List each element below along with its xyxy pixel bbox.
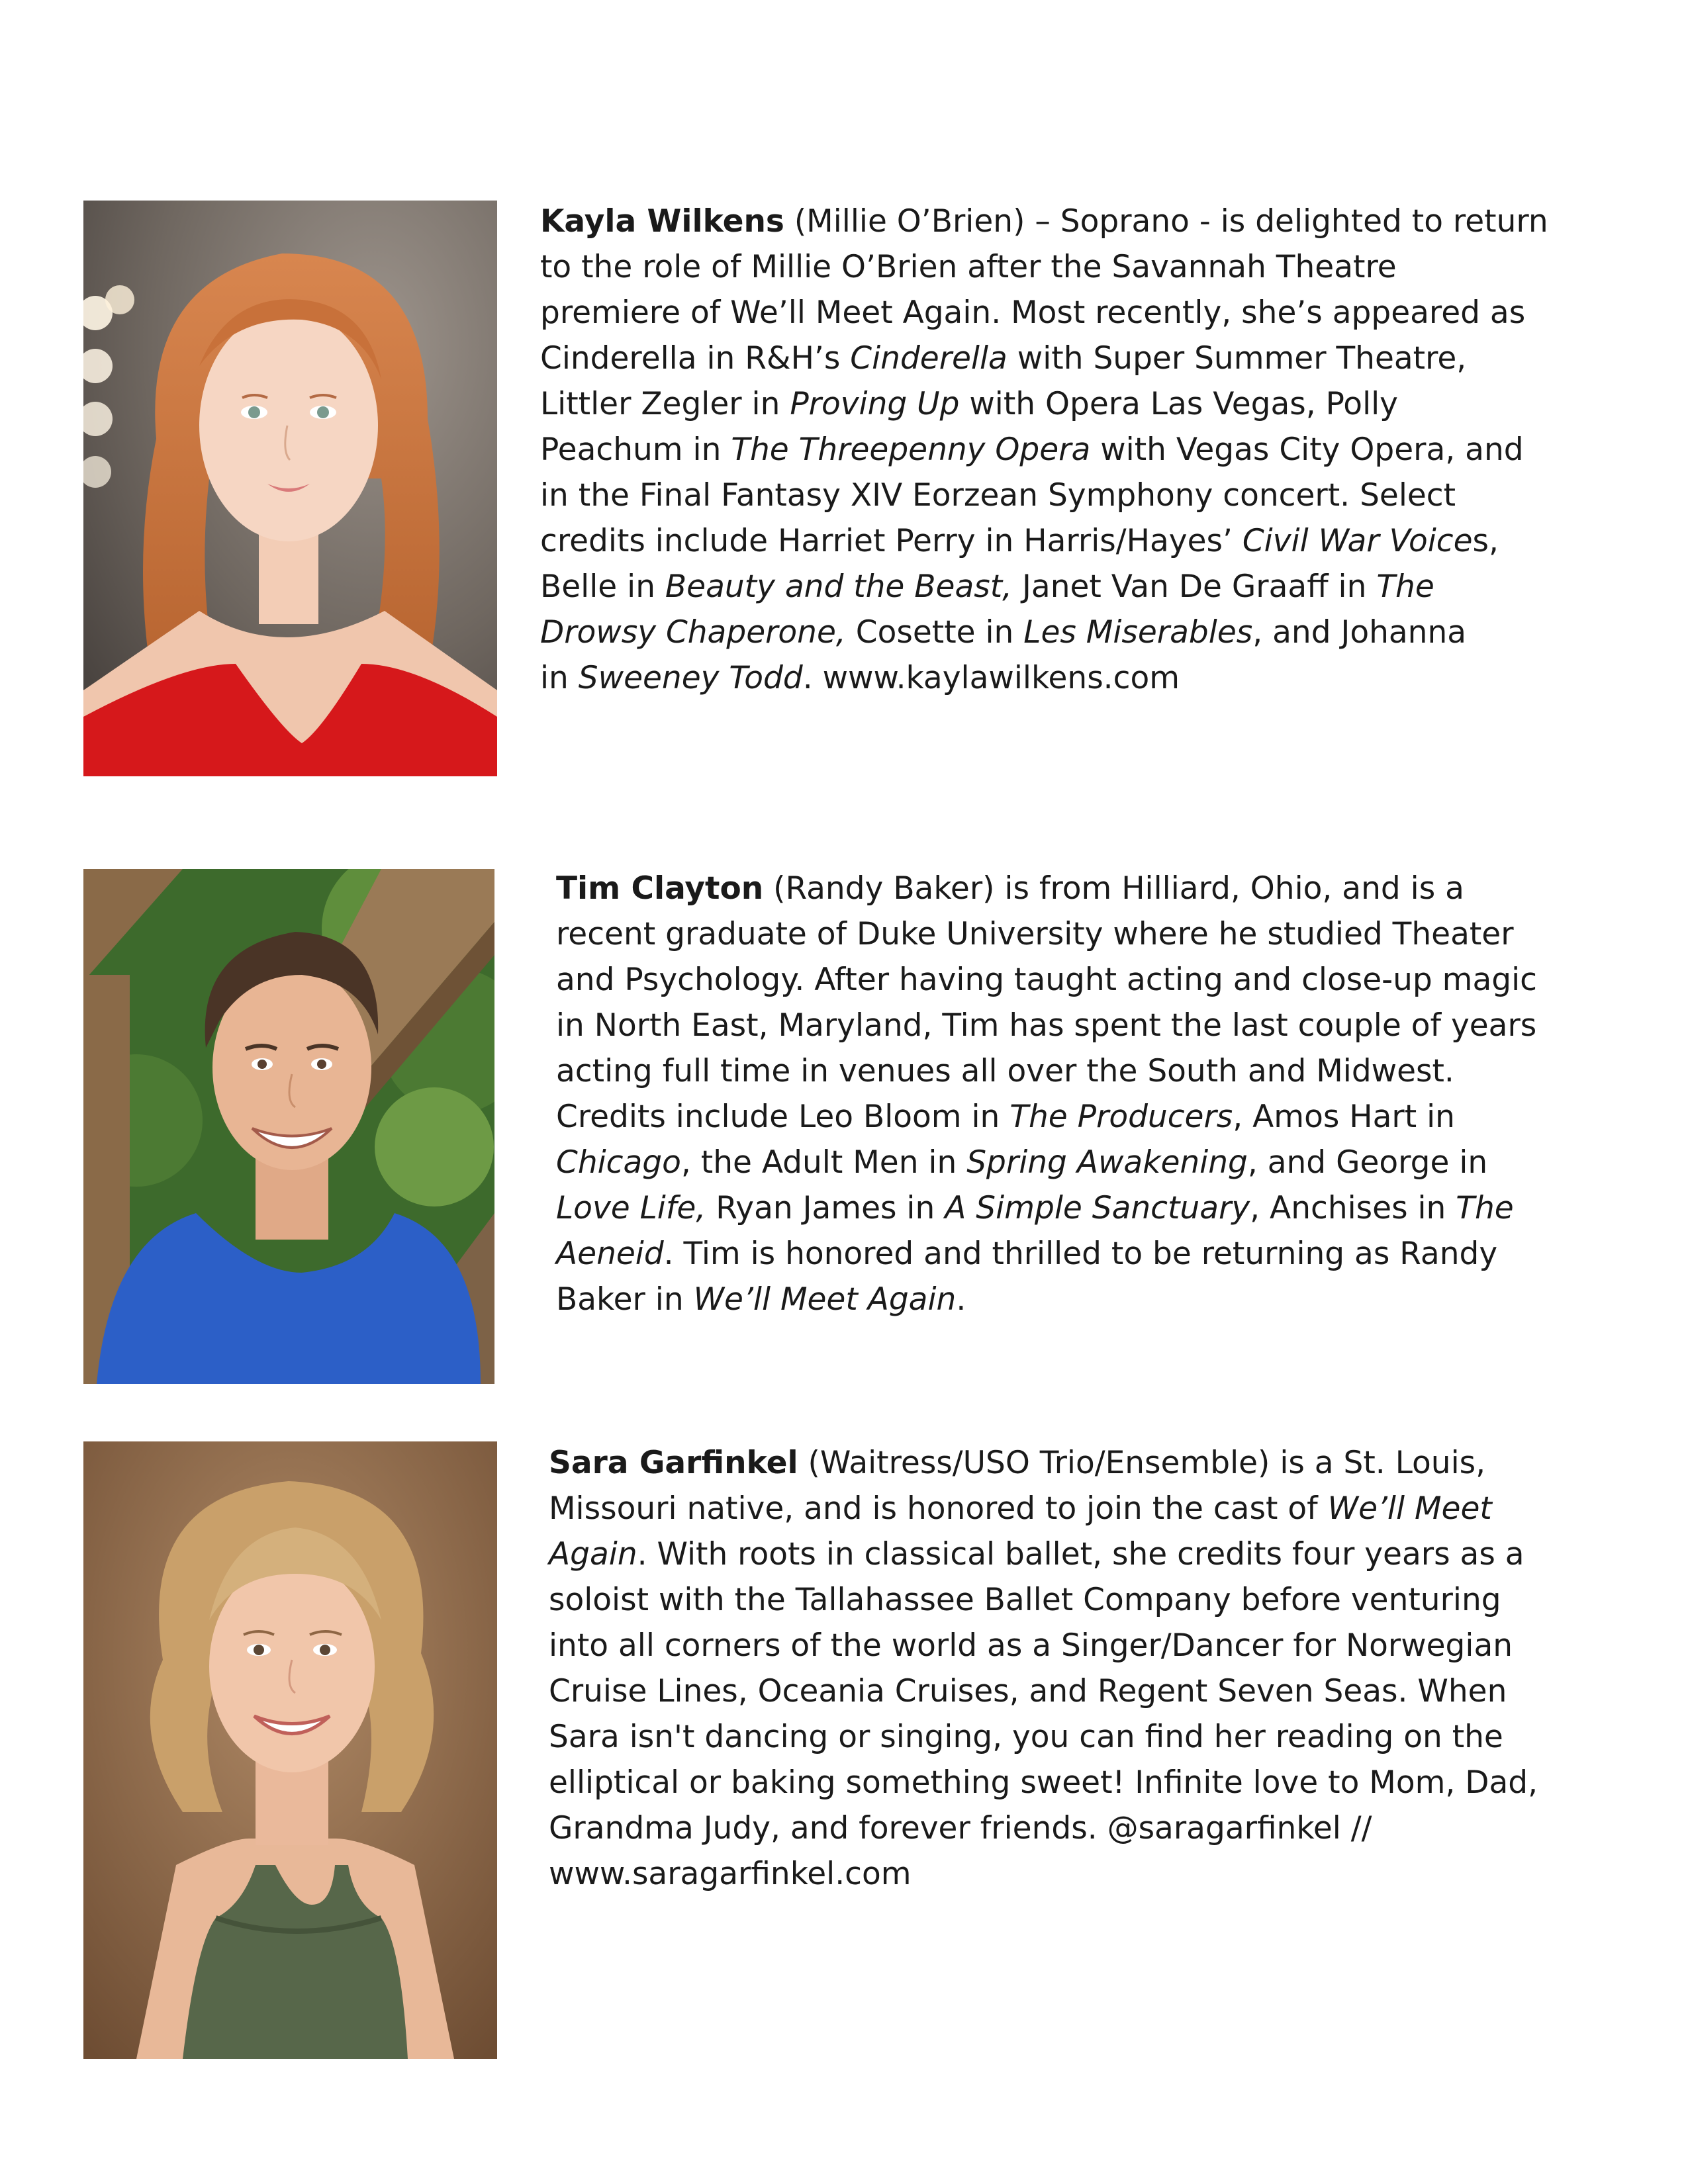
work-title: Les Miserables bbox=[1023, 614, 1253, 651]
bio-text: Cinderella in R&H’s bbox=[540, 340, 851, 377]
bio-text: . bbox=[956, 1281, 966, 1318]
bio-kayla-wilkens bbox=[540, 199, 1548, 701]
bio-text: , Amos Hart in bbox=[1233, 1099, 1455, 1135]
bio-line bbox=[549, 1440, 1538, 1486]
bio-line bbox=[540, 336, 1548, 381]
headshot-tim-clayton bbox=[83, 869, 494, 1384]
bio-line bbox=[556, 1185, 1537, 1231]
work-title: Drowsy Chaperone, bbox=[540, 614, 846, 651]
bio-line bbox=[540, 199, 1548, 244]
bio-text: to the role of Millie O’Brien after the Savannah Theatre bbox=[540, 249, 1397, 285]
bio-text: in North East, Maryland, Tim has spent the last couple of years bbox=[556, 1007, 1537, 1044]
bio-line bbox=[556, 1277, 1537, 1322]
work-title: Again bbox=[549, 1536, 637, 1572]
bio-line bbox=[540, 244, 1548, 290]
bio-text: (Randy Baker) is from Hilliard, Ohio, and is a bbox=[763, 870, 1464, 907]
bio-text: Belle in bbox=[540, 569, 665, 605]
bio-text: and Psychology. After having taught acting and close-up magic bbox=[556, 962, 1537, 998]
bio-text: with Opera Las Vegas, Polly bbox=[959, 386, 1398, 422]
work-title: Aeneid bbox=[556, 1236, 664, 1272]
bio-text: into all corners of the world as a Singer/Dancer for Norwegian bbox=[549, 1627, 1513, 1664]
bio-text: s, bbox=[1472, 523, 1499, 559]
bio-text: Peachum in bbox=[540, 432, 731, 468]
work-title: Chicago bbox=[556, 1144, 681, 1181]
bio-line bbox=[549, 1486, 1538, 1531]
bio-line bbox=[556, 866, 1537, 911]
work-title: The Threepenny Opera bbox=[731, 432, 1091, 468]
headshot-kayla-wilkens bbox=[83, 201, 497, 776]
work-title: Love Life, bbox=[556, 1190, 706, 1226]
bio-text: recent graduate of Duke University where he studied Theater bbox=[556, 916, 1514, 952]
bio-line bbox=[549, 1668, 1538, 1714]
work-title: Civil War Voice bbox=[1242, 523, 1473, 559]
bio-text: , and Johanna bbox=[1252, 614, 1467, 651]
bio-text: Ryan James in bbox=[706, 1190, 945, 1226]
bio-text: . Tim is honored and thrilled to be returning as Randy bbox=[663, 1236, 1498, 1272]
bio-text: Sara isn't dancing or singing, you can find her reading on the bbox=[549, 1719, 1503, 1755]
bio-text: elliptical or baking something sweet! Infinite love to Mom, Dad, bbox=[549, 1764, 1538, 1801]
bio-line bbox=[556, 911, 1537, 957]
bio-line bbox=[556, 1003, 1537, 1048]
headshot-sara-garfinkel bbox=[83, 1441, 497, 2059]
work-title: A Simple Sanctuary bbox=[945, 1190, 1250, 1226]
bio-line bbox=[556, 1231, 1537, 1277]
bio-text: acting full time in venues all over the South and Midwest. bbox=[556, 1053, 1454, 1089]
bio-line bbox=[556, 1140, 1537, 1185]
bio-text: Cosette in bbox=[845, 614, 1024, 651]
bio-text: credits include Harriet Perry in Harris/Hayes’ bbox=[540, 523, 1243, 559]
bio-line bbox=[549, 1805, 1538, 1851]
bio-line bbox=[549, 1851, 1538, 1897]
performer-name: Tim Clayton bbox=[556, 870, 764, 907]
headshot-image bbox=[83, 869, 494, 1384]
bio-line bbox=[540, 564, 1548, 610]
work-title: We’ll Meet bbox=[1327, 1490, 1492, 1527]
bio-text: www.saragarfinkel.com bbox=[549, 1856, 912, 1892]
bio-line bbox=[549, 1760, 1538, 1805]
bio-text: with Super Summer Theatre, bbox=[1007, 340, 1467, 377]
work-title: The bbox=[1456, 1190, 1514, 1226]
bio-sara-garfinkel bbox=[549, 1440, 1538, 1897]
bio-text: Credits include Leo Bloom in bbox=[556, 1099, 1010, 1135]
bio-line bbox=[549, 1623, 1538, 1668]
bio-text: Missouri native, and is honored to join the cast of bbox=[549, 1490, 1328, 1527]
bio-line bbox=[556, 1048, 1537, 1094]
bio-text: Cruise Lines, Oceania Cruises, and Regent Seven Seas. When bbox=[549, 1673, 1507, 1709]
work-title: Spring Awakening bbox=[966, 1144, 1248, 1181]
headshot-image bbox=[83, 201, 497, 776]
bio-line bbox=[540, 518, 1548, 564]
bio-line bbox=[540, 427, 1548, 473]
performer-name: Sara Garfinkel bbox=[549, 1445, 798, 1481]
work-title: Beauty and the Beast, bbox=[665, 569, 1013, 605]
bio-line bbox=[540, 381, 1548, 427]
bio-text: Grandma Judy, and forever friends. @saragarfinkel // bbox=[549, 1810, 1372, 1846]
performer-name: Kayla Wilkens bbox=[540, 203, 784, 240]
bio-line bbox=[540, 610, 1548, 655]
bio-line bbox=[549, 1577, 1538, 1623]
bio-text: . With roots in classical ballet, she credits four years as a bbox=[637, 1536, 1524, 1572]
bio-text: premiere of We’ll Meet Again. Most recently, she’s appeared as bbox=[540, 295, 1526, 331]
bio-line bbox=[540, 655, 1548, 701]
headshot-image bbox=[83, 1441, 497, 2059]
work-title: The bbox=[1376, 569, 1434, 605]
bio-text: Littler Zegler in bbox=[540, 386, 790, 422]
bio-text: , the Adult Men in bbox=[680, 1144, 967, 1181]
bio-text: , and George in bbox=[1247, 1144, 1488, 1181]
bio-text: Baker in bbox=[556, 1281, 694, 1318]
work-title: Cinderella bbox=[850, 340, 1008, 377]
work-title: We’ll Meet Again bbox=[693, 1281, 957, 1318]
bio-line bbox=[556, 957, 1537, 1003]
bio-line bbox=[540, 290, 1548, 336]
work-title: The Producers bbox=[1009, 1099, 1233, 1135]
bio-text: (Waitress/USO Trio/Ensemble) is a St. Louis, bbox=[798, 1445, 1486, 1481]
work-title: Sweeney Todd bbox=[578, 660, 803, 696]
bio-line bbox=[549, 1714, 1538, 1760]
bio-text: (Millie O’Brien) – Soprano - is delighted to return bbox=[784, 203, 1548, 240]
work-title: Proving Up bbox=[790, 386, 960, 422]
bio-text: . www.kaylawilkens.com bbox=[802, 660, 1180, 696]
bio-text: with Vegas City Opera, and bbox=[1090, 432, 1524, 468]
bio-text: soloist with the Tallahassee Ballet Company before venturing bbox=[549, 1582, 1501, 1618]
bio-text: in bbox=[540, 660, 579, 696]
bio-text: in the Final Fantasy XIV Eorzean Symphony concert. Select bbox=[540, 477, 1456, 514]
bio-text: , Anchises in bbox=[1250, 1190, 1456, 1226]
bio-line bbox=[556, 1094, 1537, 1140]
bio-line bbox=[549, 1531, 1538, 1577]
bio-line bbox=[540, 473, 1548, 518]
bio-tim-clayton bbox=[556, 866, 1537, 1322]
bio-text: Janet Van De Graaff in bbox=[1012, 569, 1377, 605]
